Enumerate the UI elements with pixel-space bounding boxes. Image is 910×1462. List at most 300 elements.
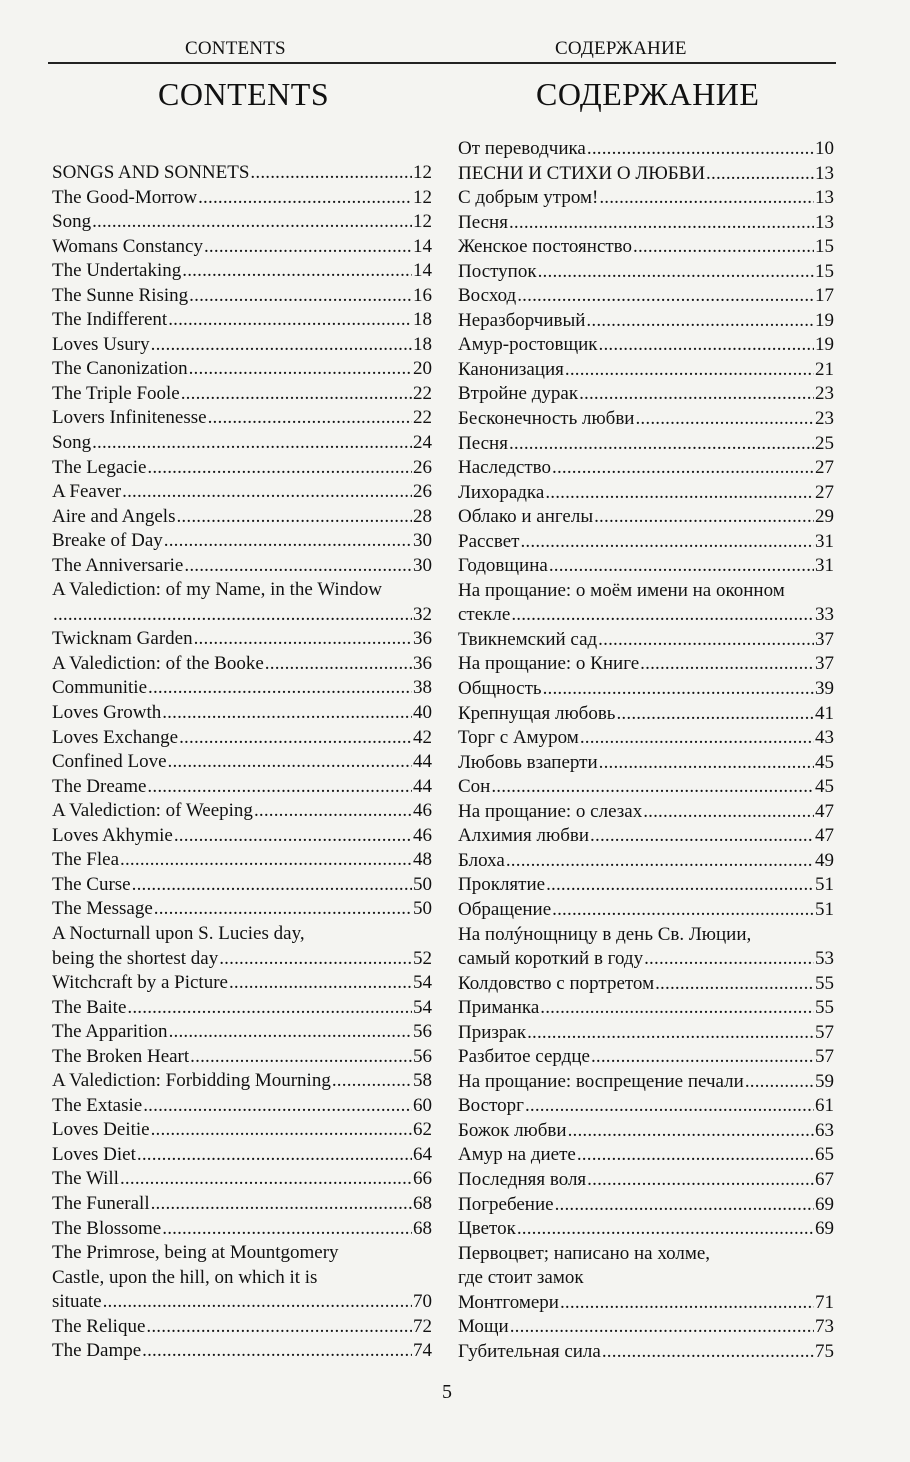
toc-entry-title: Lovers Infinitenesse: [52, 407, 207, 429]
toc-entry: [52, 1315, 432, 1340]
dot-leader: [176, 505, 412, 530]
toc-entry: [52, 308, 432, 333]
toc-entry-page: 54: [413, 996, 432, 1018]
toc-entry-title: Торг с Амуром: [458, 727, 579, 749]
toc-entry-title: Обращение: [458, 898, 552, 920]
toc-entry-title: Приманка: [458, 997, 540, 1019]
toc-entry-page: 69: [815, 1218, 834, 1240]
toc-entry-title-line: где стоит замок: [458, 1267, 584, 1289]
toc-entry-page: 62: [413, 1119, 432, 1141]
toc-entry: [52, 456, 432, 481]
dot-leader: [184, 554, 412, 579]
toc-entry-line: [52, 505, 432, 530]
toc-entry-title: The Good-Morrow: [52, 186, 198, 208]
toc-entry-line: [52, 1143, 432, 1168]
dot-leader: [168, 308, 412, 333]
toc-entry-title: The Apparition: [52, 1021, 168, 1043]
dot-leader: [164, 529, 412, 554]
dot-leader: [509, 432, 814, 457]
toc-entry: [458, 1340, 834, 1365]
dot-leader: [552, 456, 814, 481]
toc-entry-page: 75: [815, 1340, 834, 1362]
toc-entry-page: 18: [413, 333, 432, 355]
dot-leader: [565, 358, 814, 383]
toc-entry: [458, 211, 834, 236]
toc-entry: [458, 972, 834, 997]
dot-leader: [194, 627, 412, 652]
dot-leader: [491, 775, 814, 800]
toc-entry-line: [458, 456, 834, 481]
toc-entry-line: [52, 848, 432, 873]
toc-entry-line: [52, 726, 432, 751]
toc-entry: [52, 627, 432, 652]
toc-entry-title: The Blossome: [52, 1217, 162, 1239]
toc-entry: [52, 1143, 432, 1168]
toc-entry-title: Aire and Angels: [52, 505, 176, 527]
toc-entry-title: Loves Growth: [52, 702, 162, 724]
toc-entry-page: 22: [413, 407, 432, 429]
toc-entry: [458, 898, 834, 923]
toc-entry-page: 64: [413, 1143, 432, 1165]
dot-leader: [103, 1290, 412, 1315]
toc-entry: [52, 357, 432, 382]
toc-entry-line: [458, 898, 834, 923]
dot-leader: [594, 505, 814, 530]
toc-entry-line: [458, 800, 834, 825]
toc-entry-title: Втройне дурак: [458, 383, 579, 405]
toc-entry-line: [52, 333, 432, 358]
dot-leader: [219, 947, 412, 972]
dot-leader: [591, 1045, 814, 1070]
toc-entry-page: 67: [815, 1168, 834, 1190]
dot-leader: [151, 1118, 412, 1143]
page-title-english: CONTENTS: [158, 76, 330, 112]
toc-entry: [458, 1045, 834, 1070]
toc-entry-title: Песня: [458, 432, 508, 454]
dot-leader: [549, 554, 814, 579]
toc-entry-line: [458, 1315, 834, 1340]
dot-leader: [168, 750, 412, 775]
toc-entry-title: Крепнущая любовь: [458, 702, 616, 724]
toc-entry-title: Проклятие: [458, 874, 546, 896]
header-rule: [48, 62, 836, 64]
toc-entry-title: Twicknam Garden: [52, 628, 193, 650]
dot-leader: [602, 1340, 814, 1365]
toc-entry-title: Loves Diet: [52, 1143, 136, 1165]
toc-entry: [52, 922, 432, 971]
toc-entry-page: 45: [815, 776, 834, 798]
dot-leader: [169, 1020, 412, 1045]
toc-entry-page: 15: [815, 236, 834, 258]
toc-entry: [52, 1094, 432, 1119]
dot-leader: [198, 186, 412, 211]
dot-leader: [122, 480, 412, 505]
dot-leader: [538, 260, 814, 285]
toc-entry-line: [52, 1192, 432, 1217]
toc-entry-page: 51: [815, 898, 834, 920]
toc-entry-title: стекле: [458, 604, 511, 626]
toc-entry: [458, 996, 834, 1021]
dot-leader: [579, 382, 814, 407]
toc-entry-line: [52, 210, 432, 235]
toc-entry-page: 69: [815, 1193, 834, 1215]
toc-entry-title: The Will: [52, 1168, 119, 1190]
toc-entry-line: [458, 947, 834, 972]
toc-entry-title: От переводчика: [458, 138, 586, 159]
toc-entry-line: [458, 554, 834, 579]
toc-entry: [52, 775, 432, 800]
dot-leader: [540, 996, 814, 1021]
toc-entry-line: [52, 1290, 432, 1315]
toc-entry-page: 24: [413, 432, 432, 454]
toc-entry-line: [458, 972, 834, 997]
dot-leader: [527, 1021, 814, 1046]
toc-entry: [458, 432, 834, 457]
toc-entry: [52, 431, 432, 456]
toc-entry-page: 50: [413, 898, 432, 920]
toc-entry-page: 10: [815, 138, 834, 159]
toc-entry: [458, 235, 834, 260]
toc-entry-title: Амур-ростовщик: [458, 334, 598, 356]
toc-entry-page: 26: [413, 481, 432, 503]
toc-entry: [52, 161, 432, 186]
toc-entry: [52, 210, 432, 235]
toc-entry: [458, 407, 834, 432]
toc-entry-page: 45: [815, 751, 834, 773]
toc-entry-title: Song: [52, 432, 92, 454]
toc-entry-page: 74: [413, 1340, 432, 1362]
toc-entry: [458, 1168, 834, 1193]
toc-entry: [52, 701, 432, 726]
toc-entry-line: [52, 382, 432, 407]
dot-leader: [154, 897, 412, 922]
toc-entry-line: [52, 873, 432, 898]
toc-entry-line: [458, 1168, 834, 1193]
dot-leader: [635, 407, 814, 432]
toc-entry-title-line: На полýнощницу в день Св. Люции,: [458, 923, 752, 945]
toc-entry-page: 29: [815, 506, 834, 528]
toc-entry-line: [458, 137, 834, 162]
toc-entry-page: 22: [413, 382, 432, 404]
toc-entry-title: The Undertaking: [52, 260, 182, 282]
toc-entry-page: 30: [413, 530, 432, 552]
toc-entry: [458, 849, 834, 874]
toc-entry: [52, 578, 432, 627]
toc-entry-title: The Curse: [52, 873, 131, 895]
dot-leader: [520, 530, 814, 555]
toc-entry-line: [458, 284, 834, 309]
toc-entry-title: Loves Usury: [52, 333, 150, 355]
toc-entry-line: [458, 824, 834, 849]
toc-entry-page: 54: [413, 972, 432, 994]
dot-leader: [599, 751, 814, 776]
toc-entry-page: 73: [815, 1316, 834, 1338]
toc-entry-line: [458, 1070, 834, 1095]
dot-leader: [151, 1192, 412, 1217]
toc-entry-line: [52, 1118, 432, 1143]
toc-entry-title: The Baite: [52, 996, 127, 1018]
dot-leader: [143, 1094, 412, 1119]
toc-entry-title: Loves Exchange: [52, 726, 179, 748]
toc-entry-title-line: The Primrose, being at Mountgomery: [52, 1242, 339, 1264]
toc-entry-line: [458, 530, 834, 555]
toc-entry-page: 44: [413, 751, 432, 773]
dot-leader: [190, 1045, 412, 1070]
toc-entry-page: 37: [815, 653, 834, 675]
toc-entry-title: Женское постоянство: [458, 236, 633, 258]
toc-entry-line: [458, 751, 834, 776]
toc-entry-line: [458, 407, 834, 432]
running-head-left: CONTENTS: [185, 38, 286, 59]
toc-entry: [458, 628, 834, 653]
toc-entry-page: 56: [413, 1045, 432, 1067]
dot-leader: [148, 676, 412, 701]
toc-entry-line: [458, 186, 834, 211]
dot-leader: [543, 677, 814, 702]
toc-entry-title: Призрак: [458, 1021, 527, 1043]
toc-entry-page: 30: [413, 554, 432, 576]
toc-entry-page: 12: [413, 186, 432, 208]
toc-entry: [52, 1118, 432, 1143]
toc-entry: [52, 480, 432, 505]
toc-entry-title: The Legacie: [52, 456, 147, 478]
dot-leader: [560, 1291, 814, 1316]
toc-entry-line: [458, 1021, 834, 1046]
toc-entry-page: 18: [413, 309, 432, 331]
toc-entry-page: 20: [413, 358, 432, 380]
toc-entry-page: 28: [413, 505, 432, 527]
dot-leader: [745, 1070, 814, 1095]
toc-entry-line: [52, 627, 432, 652]
toc-entry-title: Восторг: [458, 1095, 524, 1117]
toc-entry-title: The Relique: [52, 1315, 146, 1337]
toc-entry-title-line: Castle, upon the hill, on which it is: [52, 1266, 318, 1288]
dot-leader: [182, 259, 412, 284]
toc-entry: [458, 677, 834, 702]
toc-entry-line: [52, 480, 432, 505]
toc-entry: [458, 923, 834, 972]
toc-entry-page: 27: [815, 481, 834, 503]
toc-entry: [458, 1315, 834, 1340]
toc-entry-page: 31: [815, 530, 834, 552]
toc-entry-page: 13: [815, 187, 834, 209]
toc-entry-title: ПЕСНИ И СТИХИ О ЛЮБВИ: [458, 162, 706, 184]
toc-entry: [458, 1094, 834, 1119]
toc-entry-page: 68: [413, 1192, 432, 1214]
toc-entry-title: Communitie: [52, 677, 147, 699]
toc-entry-line: [458, 652, 834, 677]
toc-entry-page: 42: [413, 726, 432, 748]
toc-entry-line: [458, 1193, 834, 1218]
dot-leader: [586, 309, 814, 334]
toc-entry-page: 46: [413, 824, 432, 846]
toc-entry-line: [52, 996, 432, 1021]
toc-entry-line: [458, 260, 834, 285]
dot-leader: [147, 775, 412, 800]
toc-entry-page: 55: [815, 997, 834, 1019]
toc-entry-line: [52, 161, 432, 186]
toc-entry: [458, 333, 834, 358]
toc-entry-page: 59: [815, 1070, 834, 1092]
toc-entry-line: [52, 186, 432, 211]
toc-entry-line: [458, 603, 834, 628]
toc-entry-page: 53: [815, 948, 834, 970]
toc-entry-title: A Valediction: of Weeping: [52, 800, 253, 822]
toc-entry-title: A Valediction: Forbidding Mourning: [52, 1070, 331, 1092]
toc-entry-line: [52, 701, 432, 726]
toc-entry: [52, 971, 432, 996]
toc-entry: [52, 529, 432, 554]
toc-entry: [458, 824, 834, 849]
toc-entry-title: Разбитое сердце: [458, 1046, 590, 1068]
toc-entry-title: Твикнемский сад: [458, 628, 598, 650]
toc-entry-title: Канонизация: [458, 358, 564, 380]
dot-leader: [204, 235, 412, 260]
toc-entry-page: 39: [815, 678, 834, 700]
running-head-right: СОДЕРЖАНИЕ: [555, 38, 687, 59]
toc-entry-page: 15: [815, 260, 834, 282]
dot-leader: [162, 1217, 412, 1242]
toc-entry-title: Губительная сила: [458, 1340, 601, 1362]
toc-entry-title: situate: [52, 1291, 102, 1313]
toc-entry-line: [52, 1315, 432, 1340]
toc-entry-page: 57: [815, 1021, 834, 1043]
toc-entry-title: На прощание: о слезах: [458, 800, 643, 822]
toc-entry-page: 26: [413, 456, 432, 478]
toc-entry-line: [52, 235, 432, 260]
toc-entry: [52, 1339, 432, 1364]
toc-entry-line: [458, 677, 834, 702]
page-title-russian: СОДЕРЖАНИЕ: [536, 76, 760, 112]
dot-leader: [332, 1069, 412, 1094]
toc-entry-page: 63: [815, 1119, 834, 1141]
toc-entry: [458, 382, 834, 407]
toc-entry-title: Breake of Day: [52, 530, 163, 552]
toc-entry-title: Колдовство с портретом: [458, 972, 655, 994]
toc-entry-line: [458, 505, 834, 530]
dot-leader: [580, 726, 814, 751]
toc-entry-page: 21: [815, 358, 834, 380]
toc-entry-line: [458, 432, 834, 457]
toc-entry-page: 60: [413, 1094, 432, 1116]
toc-entry-title: Confined Love: [52, 751, 167, 773]
toc-entry-page: 61: [815, 1095, 834, 1117]
dot-leader: [142, 1339, 412, 1364]
toc-entry-page: 52: [413, 947, 432, 969]
toc-entry-line: [458, 211, 834, 236]
toc-entry-title: Облако и ангелы: [458, 506, 594, 528]
toc-entry-page: 47: [815, 825, 834, 847]
toc-entry-line: [52, 947, 432, 972]
dot-leader: [120, 848, 412, 873]
dot-leader: [162, 701, 412, 726]
toc-entry: [52, 382, 432, 407]
toc-entry-line: [52, 676, 432, 701]
toc-entry-page: 44: [413, 775, 432, 797]
toc-entry-page: 31: [815, 555, 834, 577]
toc-entry-title: Бесконечность любви: [458, 408, 635, 430]
toc-entry-line: [458, 873, 834, 898]
toc-entry: [458, 137, 834, 162]
toc-entry-page: 16: [413, 284, 432, 306]
toc-entry: [52, 726, 432, 751]
toc-entry: [458, 456, 834, 481]
toc-entry: [458, 726, 834, 751]
dot-leader: [181, 382, 412, 407]
toc-entry-page: 19: [815, 309, 834, 331]
toc-entry-page: 50: [413, 873, 432, 895]
toc-entry-line: [458, 1094, 834, 1119]
toc-entry-title: Сон: [458, 776, 491, 798]
dot-leader: [92, 431, 412, 456]
toc-entry: [52, 848, 432, 873]
toc-entry: [458, 284, 834, 309]
toc-entry-title: Последняя воля: [458, 1168, 587, 1190]
toc-entry-page: 38: [413, 677, 432, 699]
toc-entry: [458, 1242, 834, 1316]
page-number-container: [0, 1381, 910, 1404]
toc-entry-line: [52, 897, 432, 922]
dot-leader: [229, 971, 412, 996]
toc-entry-line: [458, 358, 834, 383]
toc-entry-page: 55: [815, 972, 834, 994]
dot-leader: [174, 824, 412, 849]
toc-column-russian: [458, 137, 834, 1364]
toc-entry-line: [52, 431, 432, 456]
toc-entry-line: [52, 1094, 432, 1119]
toc-entry-title: Восход: [458, 285, 517, 307]
dot-leader: [616, 702, 814, 727]
toc-entry: [52, 505, 432, 530]
toc-entry-title: Песня: [458, 211, 508, 233]
page-number: 5: [442, 1381, 452, 1403]
toc-entry-line: [458, 1291, 834, 1316]
dot-leader: [509, 211, 814, 236]
toc-entry-page: 12: [413, 211, 432, 233]
toc-entry-line: [52, 1069, 432, 1094]
toc-entry-title: Мощи: [458, 1316, 509, 1338]
toc-entry-title: Лихорадка: [458, 481, 545, 503]
toc-entry-title: Поступок: [458, 260, 537, 282]
toc-entry-title: самый короткий в году: [458, 948, 644, 970]
dot-leader: [120, 1167, 412, 1192]
toc-entry-page: 23: [815, 408, 834, 430]
toc-entry-line: [52, 603, 432, 628]
dot-leader: [208, 406, 412, 431]
toc-entry: [52, 1167, 432, 1192]
toc-entry-title: Божок любви: [458, 1119, 567, 1141]
toc-entry-page: 49: [815, 849, 834, 871]
toc-entry-page: 27: [815, 457, 834, 479]
toc-entry-line: [458, 1045, 834, 1070]
toc-entry-line: [52, 1045, 432, 1070]
toc-entry-line: [458, 726, 834, 751]
toc-entry: [52, 235, 432, 260]
toc-entry-line: [52, 357, 432, 382]
toc-entry: [52, 1192, 432, 1217]
toc-entry-page: 72: [413, 1315, 432, 1337]
toc-entry: [458, 481, 834, 506]
toc-entry: [52, 284, 432, 309]
dot-leader: [706, 162, 814, 187]
dot-leader: [643, 800, 814, 825]
toc-entry-line: [458, 1119, 834, 1144]
toc-entry-line: [52, 652, 432, 677]
toc-entry-page: 40: [413, 702, 432, 724]
toc-entry-page: 71: [815, 1291, 834, 1313]
toc-entry-title: Любовь взаперти: [458, 751, 598, 773]
toc-entry: [52, 1069, 432, 1094]
